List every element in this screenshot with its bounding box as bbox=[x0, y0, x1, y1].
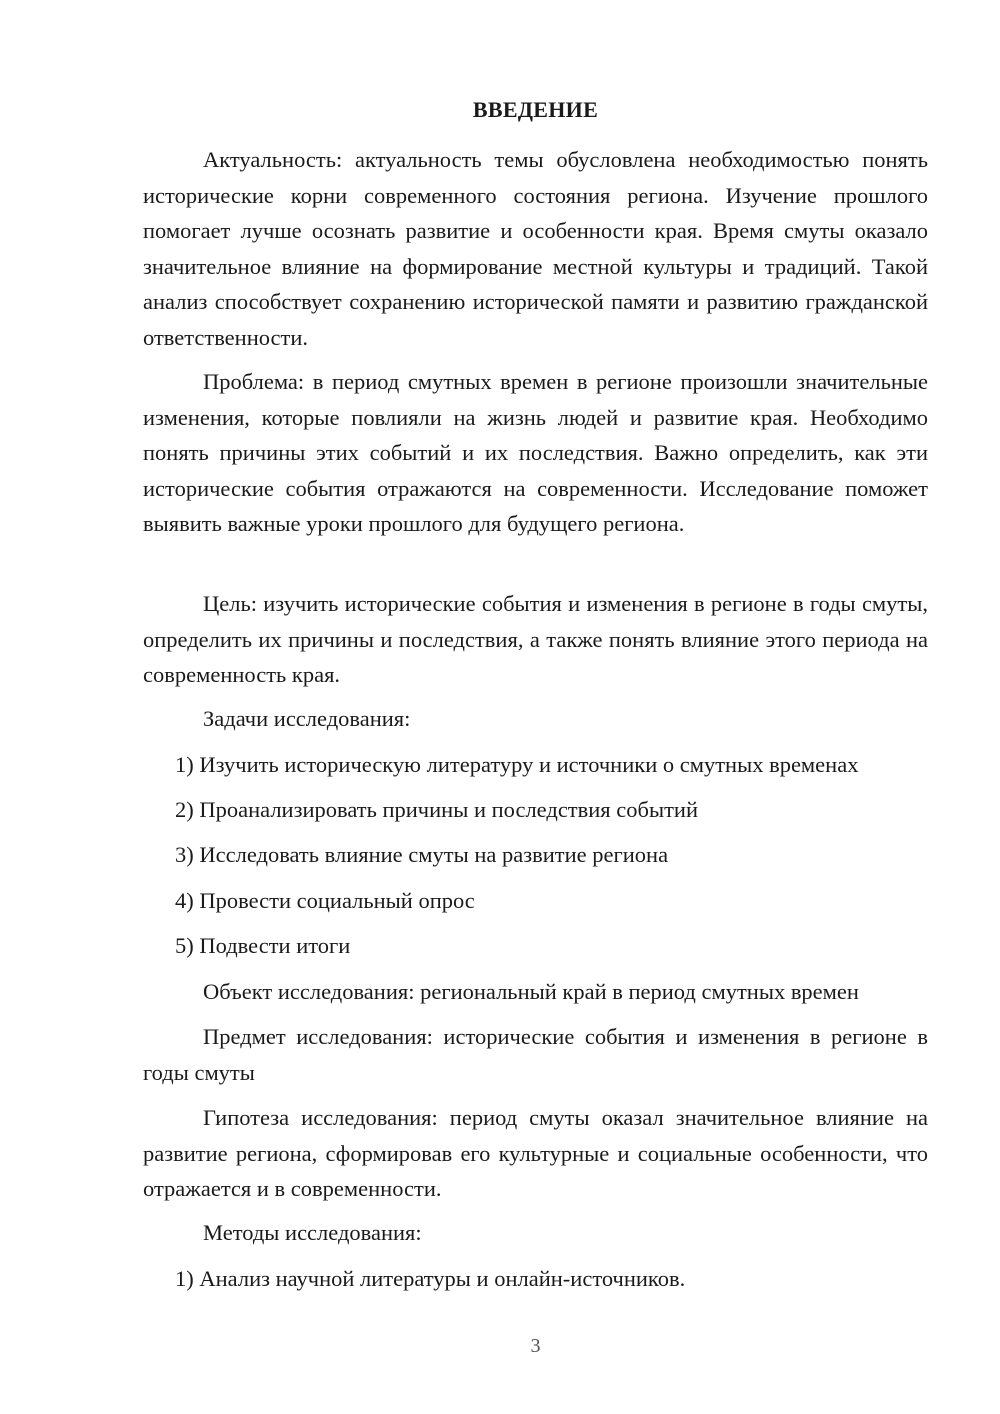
page-number: 3 bbox=[530, 1335, 541, 1357]
goal-paragraph: Цель: изучить исторические события и изменения в регионе в годы смуты, определить их причины и последствия, а также понять влияние этого периода на современность края. bbox=[143, 591, 928, 687]
task-item-1: 1) Изучить историческую литературу и источники о смутных временах bbox=[175, 752, 859, 777]
page-title: ВВЕДЕНИЕ bbox=[472, 97, 599, 122]
task-item-2: 2) Проанализировать причины и последствия событий bbox=[175, 797, 698, 822]
methods-heading: Методы исследования: bbox=[203, 1220, 422, 1245]
task-item-3: 3) Исследовать влияние смуты на развитие региона bbox=[175, 842, 669, 867]
object-line: Объект исследования: региональный край в период смутных времен bbox=[203, 979, 859, 1004]
problem-paragraph: Проблема: в период смутных времен в регионе произошли значительные изменения, которые повлияли на жизнь людей и развитие края. Необходимо понять причины этих событий и их последствия. Важно определить, как эти исторические события отражаются на современности. Исследование поможет выявить важные уроки прошлого для будущего региона. bbox=[143, 369, 928, 536]
task-item-5: 5) Подвести итоги bbox=[175, 933, 351, 958]
task-item-4: 4) Провести социальный опрос bbox=[175, 888, 475, 913]
tasks-heading: Задачи исследования: bbox=[203, 706, 411, 731]
subject-paragraph: Предмет исследования: исторические события и изменения в регионе в годы смуты bbox=[143, 1024, 928, 1085]
method-item-1: 1) Анализ научной литературы и онлайн-источников. bbox=[175, 1266, 686, 1291]
relevance-paragraph: Актуальность: актуальность темы обусловлена необходимостью понять исторические корни современного состояния региона. Изучение прошлого помогает лучше осознать развитие и особенности края. Время смуты оказало значительное влияние на формирование местной культуры и традиций. Такой анализ способствует сохранению исторической памяти и развитию гражданской ответственности. bbox=[143, 147, 928, 350]
hypothesis-paragraph: Гипотеза исследования: период смуты оказал значительное влияние на развитие региона, сформировав его культурные и социальные особенности, что отражается и в современности. bbox=[143, 1105, 928, 1201]
